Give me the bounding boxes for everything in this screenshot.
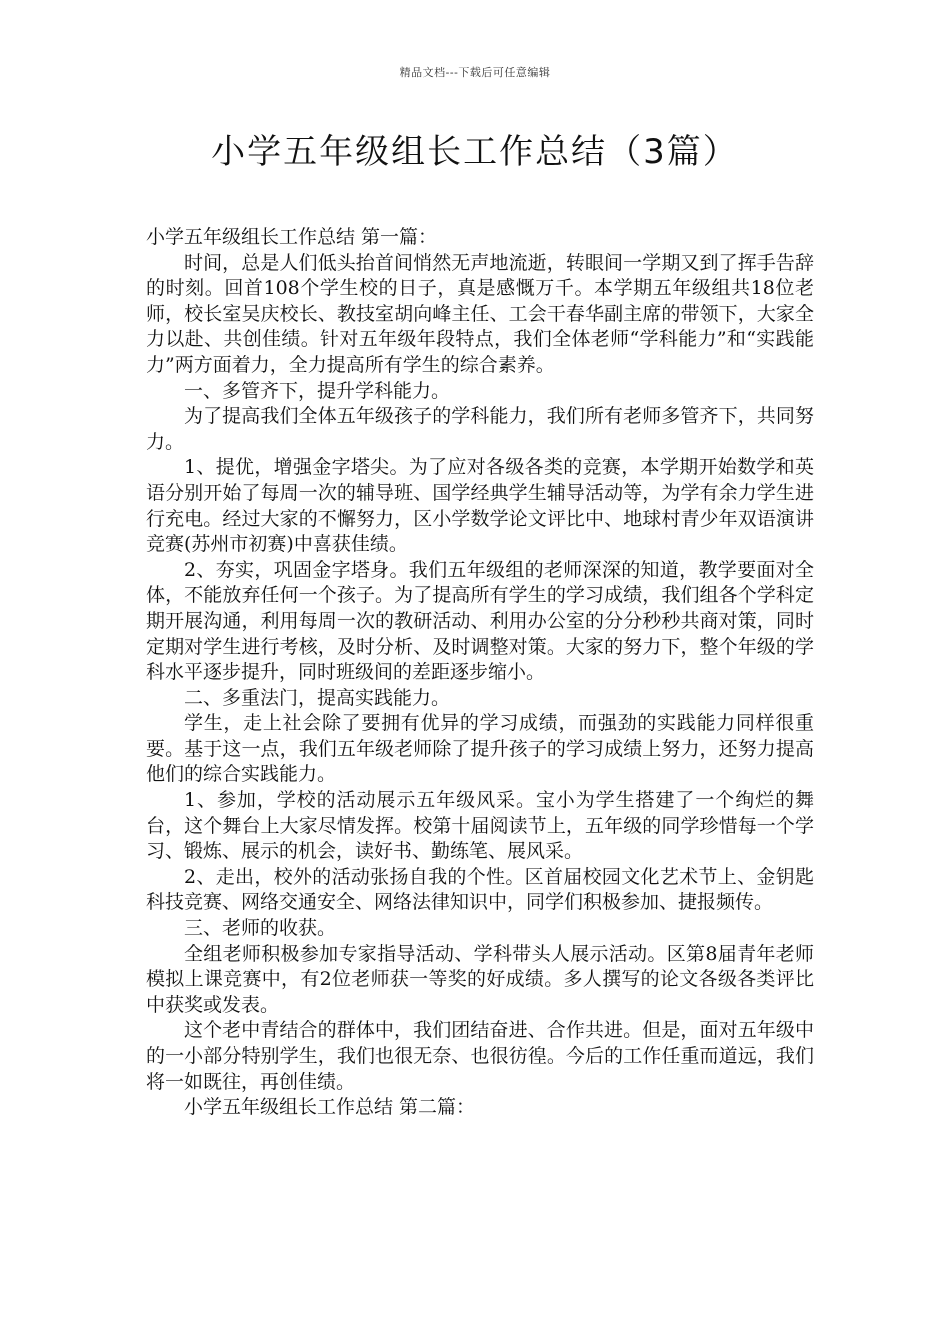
- paragraph: 2、走出，校外的活动张扬自我的个性。区首届校园文化艺术节上、金钥匙科技竞赛、网络交通安全、网络法律知识中，同学们积极参加、捷报频传。: [146, 865, 814, 914]
- section-heading: 小学五年级组长工作总结 第二篇：: [184, 1096, 476, 1119]
- header-note: 精品文档---下载后可任意编辑: [399, 66, 551, 79]
- paragraph: 1、提优，增强金字塔尖。为了应对各级各类的竞赛，本学期开始数学和英语分别开始了每周一次的辅导班、国学经典学生辅导活动等，为学有余力学生进行充电。经过大家的不懈努力，区小学数学论文评比中、地球村青少年双语演讲竞赛(苏州市初赛)中喜获佳绩。: [146, 456, 814, 556]
- paragraph: 为了提高我们全体五年级孩子的学科能力，我们所有老师多管齐下，共同努力。: [146, 405, 814, 453]
- paragraph: 1、参加，学校的活动展示五年级风采。宝小为学生搭建了一个绚烂的舞台，这个舞台上大家尽情发挥。校第十届阅读节上，五年级的同学珍惜每一个学习、锻炼、展示的机会，读好书、勤练笔、展风采。: [146, 789, 814, 863]
- paragraph: 2、夯实，巩固金字塔身。我们五年级组的老师深深的知道，教学要面对全体，不能放弃任何一个孩子。为了提高所有学生的学习成绩，我们组各个学科定期开展沟通，利用每周一次的教研活动、利用办公室的分分秒秒共商对策，同时定期对学生进行考核，及时分析、及时调整对策。大家的努力下，整个年级的学科水平逐步提升，同时班级间的差距逐步缩小。: [146, 558, 814, 684]
- section-heading: 二、多重法门，提高实践能力。: [184, 686, 451, 709]
- section-heading: 三、老师的收获。: [184, 917, 337, 940]
- section-heading: 一、多管齐下，提升学科能力。: [184, 379, 451, 402]
- document-body: [146, 225, 814, 1121]
- paragraph: 这个老中青结合的群体中，我们团结奋进、合作共进。但是，面对五年级中的一小部分特别学生，我们也很无奈、也很彷徨。今后的工作任重而道远，我们将一如既往，再创佳绩。: [146, 1019, 814, 1093]
- paragraph: 全组老师积极参加专家指导活动、学科带头人展示活动。区第8届青年老师模拟上课竞赛中，有2位老师获一等奖的好成绩。多人撰写的论文各级各类评比中获奖或发表。: [146, 942, 814, 1016]
- document-title: 小学五年级组长工作总结（3篇）: [211, 132, 739, 172]
- paragraph: 小学五年级组长工作总结 第一篇：: [146, 226, 438, 248]
- paragraph: 时间，总是人们低头抬首间悄然无声地流逝，转眼间一学期又到了挥手告辞的时刻。回首108个学生校的日子，真是感慨万千。本学期五年级组共18位老师，校长室吴庆校长、教技室胡向峰主任、工会干春华副主席的带领下，大家全力以赴、共创佳绩。针对五年级年段特点，我们全体老师“学科能力”和“实践能力”两方面着力，全力提高所有学生的综合素养。: [146, 251, 814, 376]
- paragraph: 学生，走上社会除了要拥有优异的学习成绩，而强劲的实践能力同样很重要。基于这一点，我们五年级老师除了提升孩子的学习成绩上努力，还努力提高他们的综合实践能力。: [146, 712, 814, 786]
